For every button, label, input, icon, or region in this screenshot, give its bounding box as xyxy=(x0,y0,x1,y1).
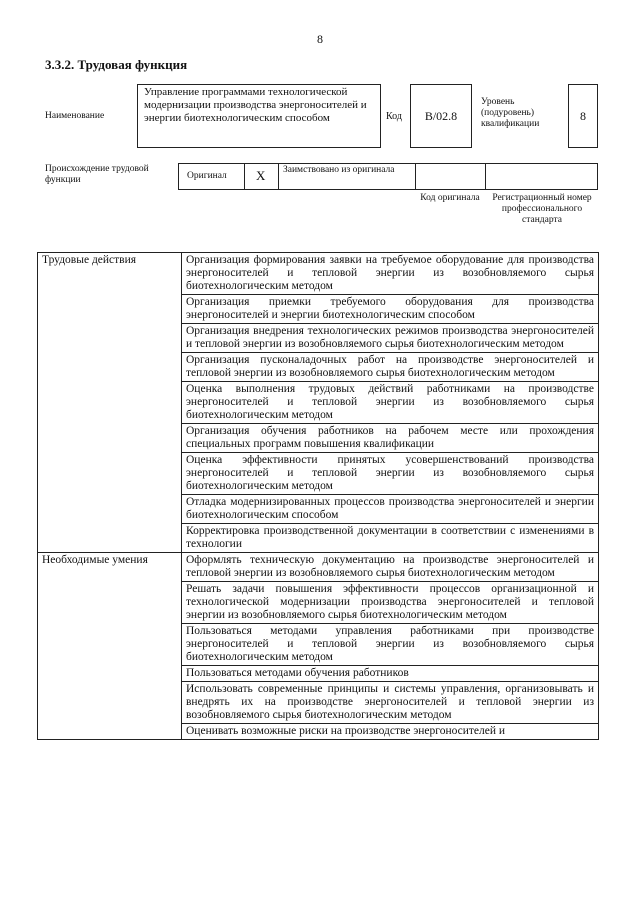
skill-item: Решать задачи повышения эффективности процессов организационной и технологической модернизации производства энергоносителей и тепловой энергии из возобновляемого сырья биотехнологическим методом xyxy=(182,582,599,624)
level-value: 8 xyxy=(568,84,598,148)
labor-action-item: Организация приемки требуемого оборудования для производства энергоносителей и энергии биотехнологическим способом xyxy=(182,295,599,324)
code-label: Код xyxy=(386,111,402,122)
function-table xyxy=(37,252,599,740)
original-mark: X xyxy=(256,168,266,183)
labor-action-item: Организация формирования заявки на требуемое оборудование для производства энергоносителей и тепловой энергии из возобновляемого сырья биотехнологическим методом xyxy=(182,253,599,295)
function-name: Управление программами технологической модернизации производства энергоносителей и энергии биотехнологическим способом xyxy=(137,84,381,148)
original-mark-cell xyxy=(245,164,279,189)
origin-code-cell xyxy=(416,164,486,189)
borrowed-label: Заимствовано из оригинала xyxy=(283,165,395,175)
labor-action-item: Отладка модернизированных процессов производства энергоносителей и энергии биотехнологическим способом xyxy=(182,495,599,524)
borrowed-cell xyxy=(279,164,416,189)
labor-action-item: Организация обучения работников на рабочем месте или прохождения специальных программ повышения квалификации xyxy=(182,424,599,453)
skill-item: Использовать современные принципы и системы управления, организовывать и внедрять их на производстве энергоносителей и тепловой энергии из возобновляемого сырья биотехнологическим методом xyxy=(182,682,599,724)
code-value: B/02.8 xyxy=(410,84,472,148)
labor-action-item: Организация пусконаладочных работ на производстве энергоносителей и тепловой энергии из возобновляемого сырья биотехнологическим методом xyxy=(182,353,599,382)
labor-action-item: Организация внедрения технологических режимов производства энергоносителей и тепловой энергии из возобновляемого сырья биотехнологическим методом xyxy=(182,324,599,353)
origin-row xyxy=(178,163,598,190)
reg-caption: Регистрационный номер профессионального стандарта xyxy=(492,193,592,225)
skill-item: Оформлять техническую документацию на производстве энергоносителей и тепловой энергии из возобновляемого сырья биотехнологическим методом xyxy=(182,553,599,582)
section-title: 3.3.2. Трудовая функция xyxy=(45,57,188,72)
skill-item: Пользоваться методами управления работниками при производстве энергоносителей и тепловой энергии из возобновляемого сырья биотехнологическим методом xyxy=(182,624,599,666)
labor-actions-title: Трудовые действия xyxy=(38,253,182,553)
name-label: Наименование xyxy=(45,111,105,121)
skill-item: Оценивать возможные риски на производстве энергоносителей и xyxy=(182,724,599,740)
labor-action-item: Оценка эффективности принятых усовершенствований производства энергоносителей и тепловой энергии из возобновляемого сырья биотехнологическим методом xyxy=(182,453,599,495)
page-number: 8 xyxy=(317,32,323,46)
code-caption: Код оригинала xyxy=(420,193,480,203)
level-label: Уровень (подуровень) квалификации xyxy=(481,97,540,129)
labor-action-item: Корректировка производственной документации в соответствии с изменениями в технологии xyxy=(182,524,599,553)
labor-action-item: Оценка выполнения трудовых действий работниками на производстве энергоносителей и тепловой энергии из возобновляемого сырья биотехнологическим методом xyxy=(182,382,599,424)
original-cell xyxy=(179,164,245,189)
origin-reg-cell xyxy=(486,164,597,189)
original-label: Оригинал xyxy=(187,171,227,181)
origin-label: Происхождение трудовой функции xyxy=(45,164,149,185)
skills-title: Необходимые умения xyxy=(38,553,182,740)
skill-item: Пользоваться методами обучения работников xyxy=(182,666,599,682)
